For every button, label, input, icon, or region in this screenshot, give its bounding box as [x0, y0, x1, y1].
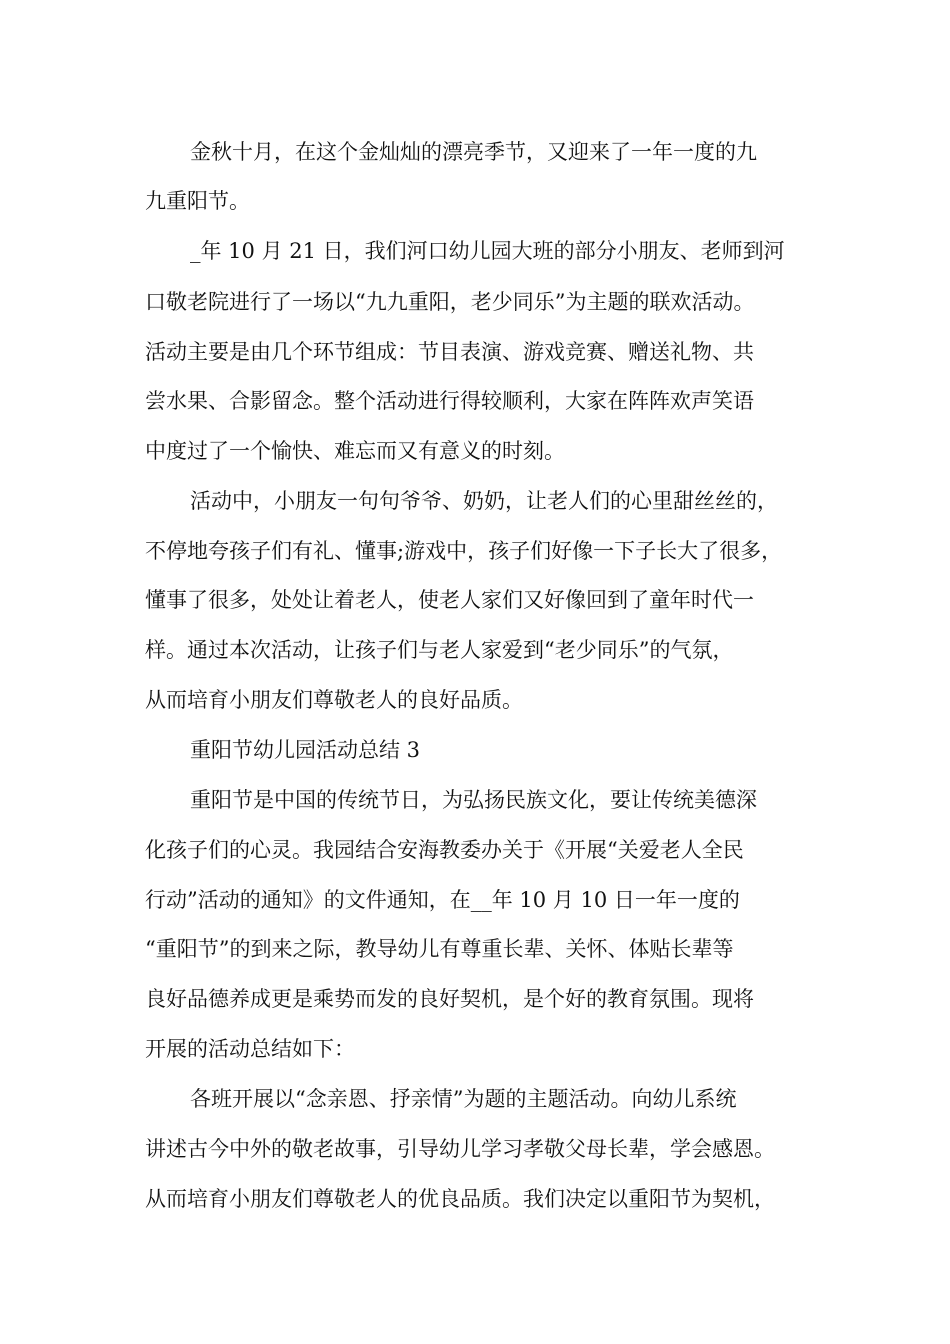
text-line: 开展的活动总结如下：: [145, 1037, 355, 1061]
text-line: 各班开展以“念亲恩、抒亲情”为题的主题活动。向幼儿系统: [190, 1087, 737, 1111]
text-line: 懂事了很多，处处让着老人，使老人家们又好像回到了童年时代一: [145, 588, 754, 612]
text-line: 化孩子们的心灵。我园结合安海教委办关于《开展“关爱老人全民: [145, 838, 744, 862]
text-line: 良好品德养成更是乘势而发的良好契机，是个好的教育氛围。现将: [145, 987, 754, 1011]
text-line: 讲述古今中外的敬老故事，引导幼儿学习孝敬父母长辈，学会感恩。: [145, 1137, 775, 1161]
text-line: 金秋十月，在这个金灿灿的漂亮季节，又迎来了一年一度的九: [190, 140, 757, 164]
text-line: _年 10 月 21 日，我们河口幼儿园大班的部分小朋友、老师到河: [190, 239, 785, 263]
text-line: 样。通过本次活动，让孩子们与老人家爱到“老少同乐”的气氛，: [145, 638, 734, 662]
text-line: 从而培育小朋友们尊敬老人的优良品质。我们决定以重阳节为契机，: [145, 1187, 775, 1211]
text-line: “重阳节”的到来之际，教导幼儿有尊重长辈、关怀、体贴长辈等: [145, 937, 734, 961]
text-line: 重阳节是中国的传统节日，为弘扬民族文化，要让传统美德深: [190, 788, 757, 812]
text-line: 活动主要是由几个环节组成：节目表演、游戏竞赛、赠送礼物、共: [145, 340, 754, 364]
text-line: 不停地夸孩子们有礼、懂事;游戏中，孩子们好像一下子长大了很多，: [145, 539, 783, 563]
text-line: 口敬老院进行了一场以“九九重阳，老少同乐”为主题的联欢活动。: [145, 290, 755, 314]
text-line: 九重阳节。: [145, 189, 250, 213]
text-line: 行动”活动的通知》的文件通知，在__年 10 月 10 日一年一度的: [145, 888, 740, 912]
text-line: 从而培育小朋友们尊敬老人的良好品质。: [145, 688, 523, 712]
text-line: 活动中，小朋友一句句爷爷、奶奶，让老人们的心里甜丝丝的，: [190, 489, 778, 513]
section-heading: 重阳节幼儿园活动总结 3: [190, 738, 421, 762]
text-line: 中度过了一个愉快、难忘而又有意义的时刻。: [145, 439, 565, 463]
text-line: 尝水果、合影留念。整个活动进行得较顺利，大家在阵阵欢声笑语: [145, 389, 754, 413]
